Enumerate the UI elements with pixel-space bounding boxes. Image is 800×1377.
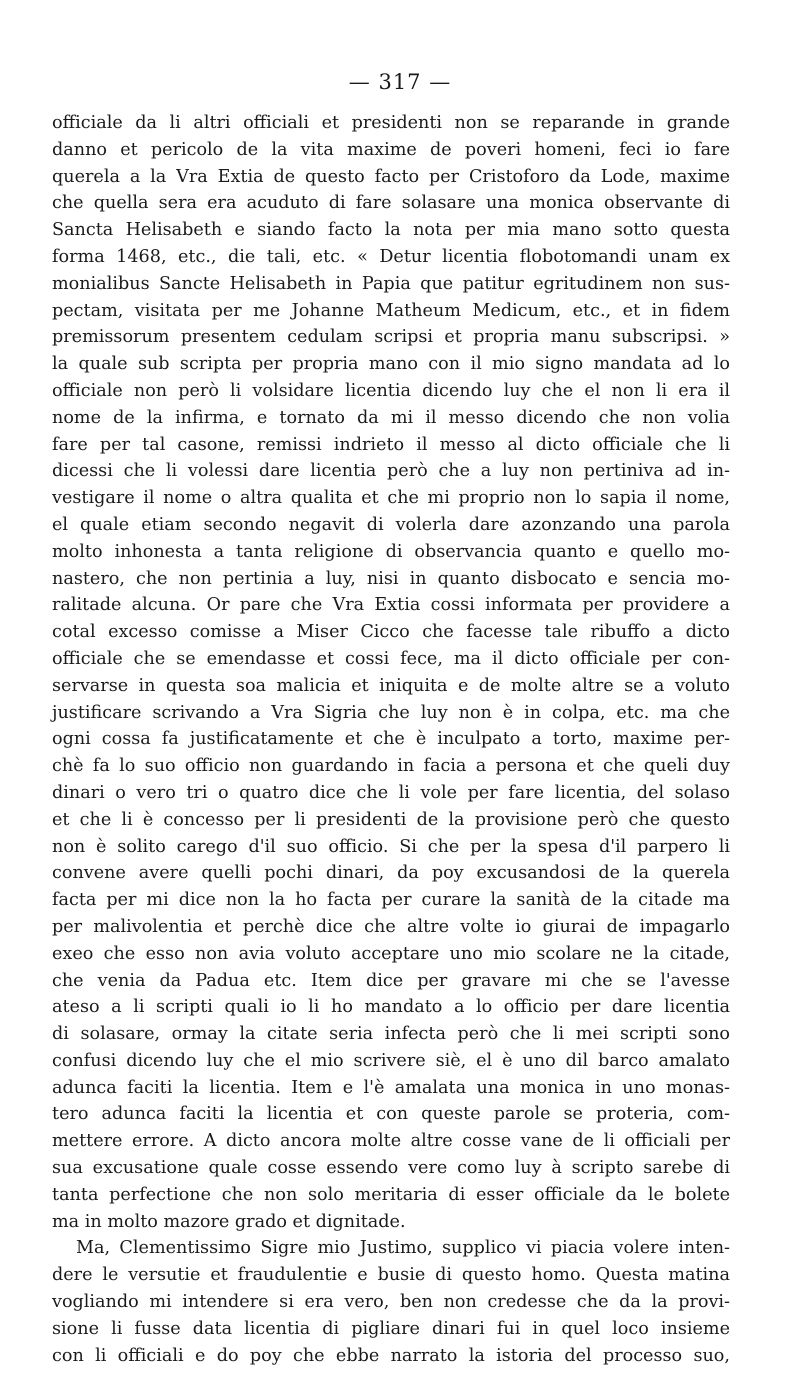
text-line: dere le versutie et fraudulentie e busie di questo homo. Questa matina <box>52 1265 730 1286</box>
text-line: el quale etiam secondo negavit di volerla dare azonzando una parola <box>52 514 730 535</box>
text-line: officiale non però li volsidare licentia dicendo luy che el non li era il <box>52 380 730 401</box>
text-line: vestigare il nome o altra qualita et che mi proprio non lo sapia il nome, <box>52 488 730 509</box>
text-line: adunca faciti la licentia. Item e l'è amalata una monica in uno monas- <box>52 1077 730 1098</box>
text-line: molto inhonesta a tanta religione di observancia quanto e quello mo- <box>52 541 730 562</box>
text-line: vogliando mi intendere si era vero, ben non credesse che da la provi- <box>52 1292 730 1313</box>
text-line: danno et pericolo de la vita maxime de poveri homeni, feci io fare <box>52 139 730 160</box>
text-line: Ma, Clementissimo Sigre mio Justimo, supplico vi piacia volere inten- <box>76 1238 730 1259</box>
text-line: forma 1468, etc., die tali, etc. « Detur licentia flobotomandi unam ex <box>52 246 730 267</box>
text-line: pectam, visitata per me Johanne Matheum Medicum, etc., et in fidem <box>52 300 730 321</box>
page-number: — 317 — <box>348 70 452 94</box>
text-line: sua excusatione quale cosse essendo vere como luy à scripto sarebe di <box>52 1158 730 1179</box>
text-line: la quale sub scripta per propria mano con il mio signo mandata ad lo <box>52 354 730 375</box>
text-line: confusi dicendo luy che el mio scrivere siè, el è uno dil barco amalato <box>52 1050 730 1071</box>
text-line: monialibus Sancte Helisabeth in Papia que patitur egritudinem non sus- <box>52 273 730 294</box>
text-line: nastero, che non pertinia a luy, nisi in quanto disbocato e sencia mo- <box>52 568 730 589</box>
text-line: tanta perfectione che non solo meritaria di esser officiale da le bolete <box>52 1184 730 1205</box>
text-line: premissorum presentem cedulam scripsi et propria manu subscripsi. » <box>52 327 730 348</box>
text-line: nome de la infirma, e tornato da mi il messo dicendo che non volia <box>52 407 730 428</box>
text-line: per malivolentia et perchè dice che altre volte io giurai de impagarlo <box>52 916 730 937</box>
text-line: ogni cossa fa justificatamente et che è inculpato a torto, maxime per- <box>52 729 730 750</box>
text-line: che quella sera era acuduto di fare solasare una monica observante di <box>52 193 730 214</box>
text-line: exeo che esso non avia voluto acceptare uno mio scolare ne la citade, <box>52 943 730 964</box>
text-line: Sancta Helisabeth e siando facto la nota per mia mano sotto questa <box>52 220 730 241</box>
text-line: ralitade alcuna. Or pare che Vra Extia cossi informata per providere a <box>52 595 730 616</box>
text-line: di solasare, ormay la citate seria infecta però che li mei scripti sono <box>52 1024 730 1045</box>
text-line: con li officiali e do poy che ebbe narrato la istoria del processo suo, <box>52 1345 730 1366</box>
text-line: convene avere quelli pochi dinari, da poy excusandosi de la querela <box>52 863 730 884</box>
text-line: officiale che se emendasse et cossi fece, ma il dicto officiale per con- <box>52 648 730 669</box>
text-line: dicessi che li volessi dare licentia però che a luy non pertiniva ad in- <box>52 461 730 482</box>
text-line: servarse in questa soa malicia et iniquita e de molte altre se a voluto <box>52 675 730 696</box>
text-line: ma in molto mazore grado et dignitade. <box>52 1211 406 1232</box>
text-line: ateso a li scripti quali io li ho mandato a lo officio per dare licentia <box>52 997 730 1018</box>
text-line: dinari o vero tri o quatro dice che li vole per fare licentia, del solaso <box>52 782 730 803</box>
text-line: justificare scrivando a Vra Sigria che luy non è in colpa, etc. ma che <box>52 702 730 723</box>
text-line: cotal excesso comisse a Miser Cicco che facesse tale ribuffo a dicto <box>52 622 730 643</box>
body-text <box>52 110 730 1369</box>
text-line: fare per tal casone, remissi indrieto il messo al dicto officiale che li <box>52 434 730 455</box>
text-line: tero adunca faciti la licentia et con queste parole se proteria, com- <box>52 1104 730 1125</box>
text-line: officiale da li altri officiali et presidenti non se reparande in grande <box>52 113 730 133</box>
text-line: facta per mi dice non la ho facta per curare la sanità de la citade ma <box>52 890 730 911</box>
text-line: che venia da Padua etc. Item dice per gravare mi che se l'avesse <box>52 970 730 991</box>
text-line: mettere errore. A dicto ancora molte altre cosse vane de li officiali per <box>52 1131 730 1152</box>
text-line: non è solito carego d'il suo officio. Si che per la spesa d'il parpero li <box>52 836 730 857</box>
text-line: querela a la Vra Extia de questo facto per Cristoforo da Lode, maxime <box>52 166 730 187</box>
text-line: chè fa lo suo officio non guardando in facia a persona et che queli duy <box>52 756 730 777</box>
text-line: sione li fusse data licentia di pigliare dinari fui in quel loco insieme <box>52 1318 730 1339</box>
text-line: et che li è concesso per li presidenti de la provisione però che questo <box>52 809 730 830</box>
